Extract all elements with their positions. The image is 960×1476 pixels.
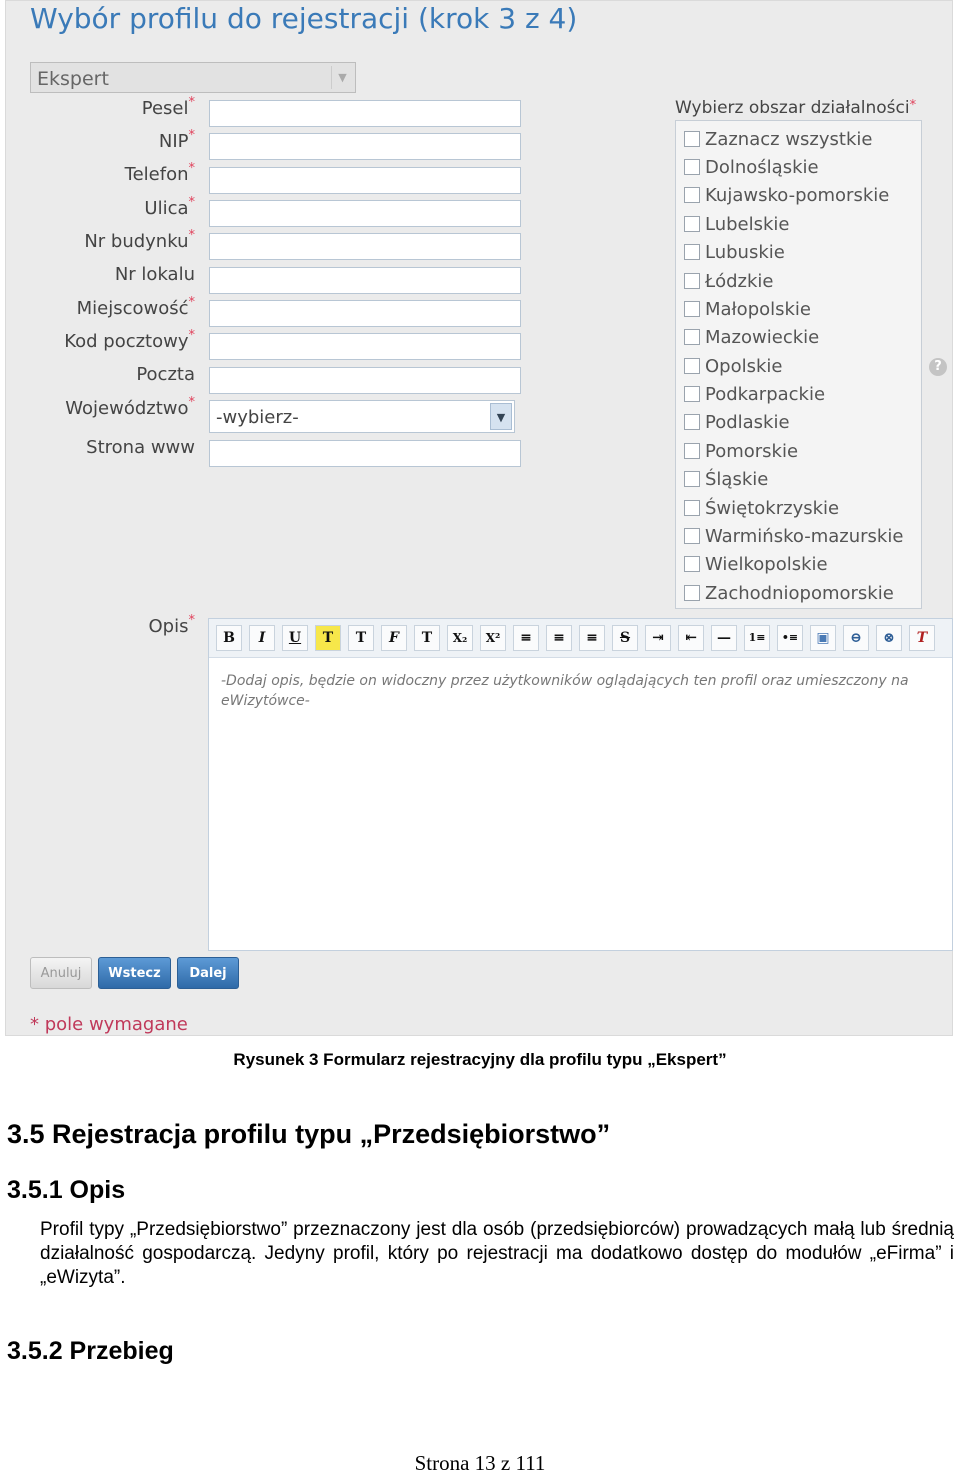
checkbox[interactable] [684, 358, 700, 374]
area-item[interactable]: Pomorskie [684, 441, 798, 465]
text-color-icon[interactable]: T [315, 625, 341, 651]
subscript-icon[interactable]: X₂ [447, 625, 473, 651]
editor-placeholder: -Dodaj opis, będzie on widoczny przez użytkowników oglądających ten profil oraz umieszczony na eWizytówce- [221, 673, 909, 709]
horizontal-rule-icon[interactable]: — [711, 625, 737, 651]
pesel-input[interactable] [209, 100, 521, 127]
ulica-input[interactable] [209, 200, 521, 227]
area-item[interactable]: Małopolskie [684, 299, 811, 323]
description-editor[interactable] [208, 618, 953, 951]
font-family-icon[interactable]: F [381, 625, 407, 651]
nip-input[interactable] [209, 133, 521, 160]
checkbox[interactable] [684, 244, 700, 260]
wojewodztwo-label: Województwo* [65, 395, 195, 419]
telefon-input[interactable] [209, 167, 521, 194]
subsection-opis: 3.5.1 Opis [7, 1176, 126, 1204]
area-item[interactable]: Warmińsko-mazurskie [684, 526, 903, 550]
remove-format-icon[interactable]: T [909, 625, 935, 651]
area-item[interactable]: Lubuskie [684, 242, 785, 266]
checkbox[interactable] [684, 216, 700, 232]
poczta-label: Poczta [136, 364, 195, 385]
kod-pocztowy-input[interactable] [209, 333, 521, 360]
form-screenshot [5, 0, 953, 1036]
chevron-down-icon: ▼ [490, 403, 512, 430]
checkbox[interactable] [684, 301, 700, 317]
checkbox[interactable] [684, 414, 700, 430]
area-item-all[interactable]: Zaznacz wszystkie [684, 129, 872, 153]
area-item[interactable]: Mazowieckie [684, 327, 819, 351]
www-label: Strona www [86, 437, 195, 458]
bold-icon[interactable]: B [216, 625, 242, 651]
link-icon[interactable]: ⊖ [843, 625, 869, 651]
editor-toolbar [209, 619, 952, 658]
area-item[interactable]: Podkarpackie [684, 384, 825, 408]
cancel-button[interactable]: Anuluj [30, 957, 92, 989]
area-item[interactable]: Świętokrzyskie [684, 498, 839, 522]
checkbox[interactable] [684, 329, 700, 345]
page-number: Strona 13 z 111 [414, 1451, 546, 1475]
area-item[interactable]: Łódzkie [684, 271, 774, 295]
highlight-icon[interactable]: T [348, 625, 374, 651]
wojewodztwo-select[interactable] [209, 400, 515, 433]
indent-icon[interactable]: ⇥ [645, 625, 671, 651]
miejscowosc-input[interactable] [209, 300, 521, 327]
nip-label: NIP* [158, 128, 195, 152]
description-paragraph: Profil typy „Przedsiębiorstwo” przeznaczony jest dla osób (przedsiębiorców) prowadzących małą lub średnią działalność gospodarczą. Jedyny profil, który po rejestracji ma dodatkowo dostęp do modułów „eFirma” i „eWizyta”. [40, 1219, 954, 1288]
checkbox[interactable] [684, 443, 700, 459]
checkbox[interactable] [684, 159, 700, 175]
checkbox[interactable] [684, 585, 700, 601]
font-size-icon[interactable]: T [414, 625, 440, 651]
area-item[interactable]: Śląskie [684, 469, 768, 493]
ulica-label: Ulica* [144, 195, 195, 219]
unlink-icon[interactable]: ⊗ [876, 625, 902, 651]
checkbox[interactable] [684, 187, 700, 203]
checkbox[interactable] [684, 528, 700, 544]
checkbox[interactable] [684, 471, 700, 487]
area-item[interactable]: Opolskie [684, 356, 782, 380]
area-item[interactable]: Lubelskie [684, 214, 790, 238]
pesel-label: Pesel* [141, 95, 195, 119]
area-list [675, 120, 922, 609]
area-item[interactable]: Podlaskie [684, 412, 790, 436]
area-heading: Wybierz obszar działalności* [675, 98, 917, 118]
poczta-input[interactable] [209, 367, 521, 394]
back-button[interactable]: Wstecz [98, 957, 171, 989]
next-button[interactable]: Dalej [177, 957, 239, 989]
opis-label: Opis* [148, 613, 195, 637]
telefon-label: Telefon* [124, 161, 195, 185]
nr-lokalu-label: Nr lokalu [114, 264, 195, 285]
subsection-przebieg: 3.5.2 Przebieg [7, 1337, 174, 1365]
area-item[interactable]: Wielkopolskie [684, 554, 828, 578]
ordered-list-icon[interactable]: 1≡ [744, 625, 770, 651]
superscript-icon[interactable]: X² [480, 625, 506, 651]
profile-type-value: Ekspert [37, 68, 109, 90]
profile-type-select[interactable] [30, 62, 356, 93]
www-input[interactable] [209, 440, 521, 467]
checkbox[interactable] [684, 131, 700, 147]
nr-lokalu-input[interactable] [209, 267, 521, 294]
help-icon[interactable]: ? [929, 358, 947, 376]
italic-icon[interactable]: I [249, 625, 275, 651]
nr-budynku-input[interactable] [209, 233, 521, 260]
unordered-list-icon[interactable]: •≡ [777, 625, 803, 651]
outdent-icon[interactable]: ⇤ [678, 625, 704, 651]
area-item[interactable]: Dolnośląskie [684, 157, 819, 181]
area-item[interactable]: Kujawsko-pomorskie [684, 185, 889, 209]
figure-caption: Rysunek 3 Formularz rejestracyjny dla profilu typu „Ekspert” [233, 1050, 727, 1069]
underline-icon[interactable]: U [282, 625, 308, 651]
nr-budynku-label: Nr budynku* [84, 228, 195, 252]
miejscowosc-label: Miejscowość* [76, 295, 195, 319]
form-title: Wybór profilu do rejestracji (krok 3 z 4) [30, 2, 578, 35]
checkbox[interactable] [684, 273, 700, 289]
checkbox[interactable] [684, 500, 700, 516]
align-center-icon[interactable]: ≡ [546, 625, 572, 651]
checkbox[interactable] [684, 556, 700, 572]
wojewodztwo-value: -wybierz- [216, 407, 299, 428]
align-left-icon[interactable]: ≡ [513, 625, 539, 651]
chevron-down-icon: ▼ [331, 66, 353, 89]
align-right-icon[interactable]: ≡ [579, 625, 605, 651]
checkbox[interactable] [684, 386, 700, 402]
kod-pocztowy-label: Kod pocztowy* [64, 328, 195, 352]
section-title: 3.5 Rejestracja profilu typu „Przedsiębiorstwo” [7, 1119, 611, 1149]
required-note: * pole wymagane [30, 1014, 188, 1035]
area-item[interactable]: Zachodniopomorskie [684, 583, 894, 607]
strikethrough-icon[interactable]: S [612, 625, 638, 651]
image-icon[interactable]: ▣ [810, 625, 836, 651]
